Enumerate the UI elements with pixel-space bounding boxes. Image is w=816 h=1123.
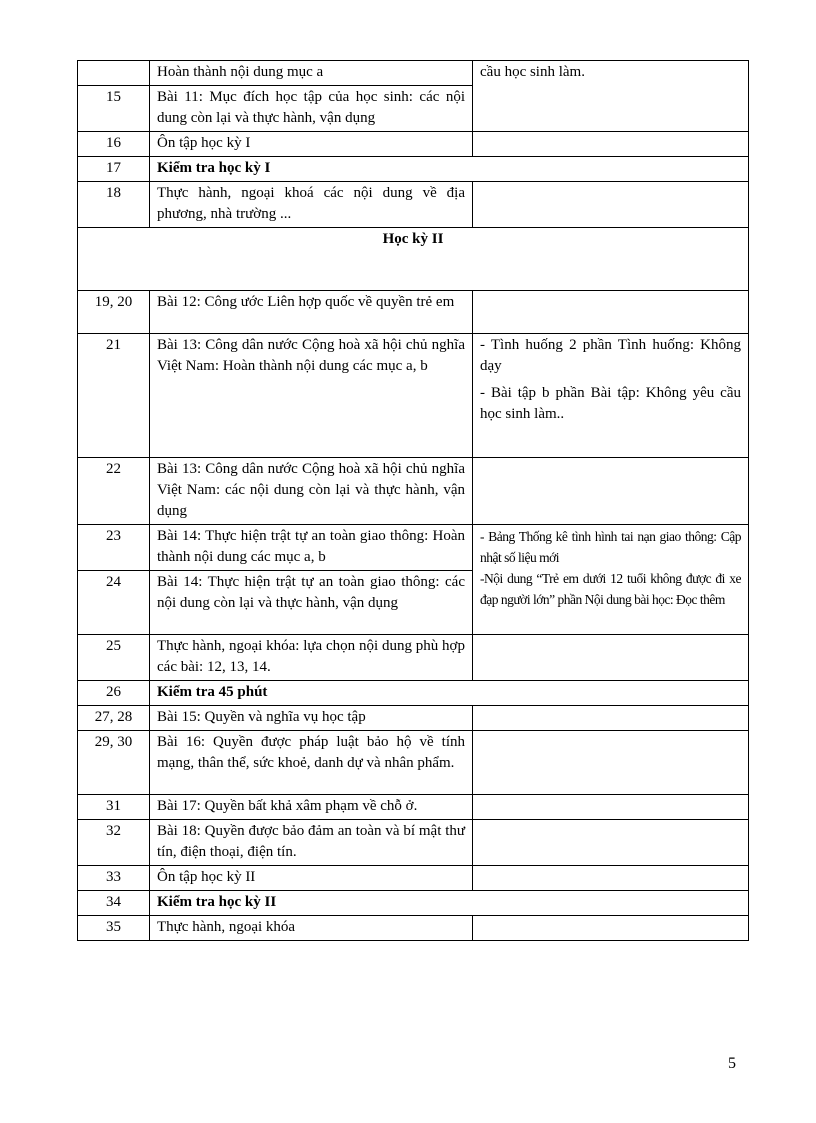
lesson-note — [473, 132, 749, 157]
table-row — [78, 334, 749, 458]
note-item: - Bài tập b phần Bài tập: Không yêu cầu học sinh làm.. — [480, 385, 741, 422]
lesson-content: Hoàn thành nội dung mục a — [150, 61, 473, 86]
lesson-content: Bài 13: Công dân nước Cộng hoà xã hội chủ nghĩa Việt Nam: Hoàn thành nội dung các mục a, b — [150, 334, 473, 458]
lesson-note — [473, 334, 749, 458]
lesson-number: 15 — [78, 86, 150, 132]
table-row — [78, 866, 749, 891]
page-number: 5 — [728, 1055, 736, 1072]
lesson-content: Bài 18: Quyền được bảo đảm an toàn và bí mật thư tín, điện thoại, điện tín. — [150, 820, 473, 866]
table-row — [78, 525, 749, 571]
table-row — [78, 795, 749, 820]
lesson-note — [473, 820, 749, 866]
table-row — [78, 681, 749, 706]
lesson-note — [473, 458, 749, 525]
lesson-note — [473, 795, 749, 820]
note-item: - Tình huống 2 phần Tình huống: Không dạy — [480, 337, 741, 374]
lesson-content: Thực hành, ngoại khóa: lựa chọn nội dung phù hợp các bài: 12, 13, 14. — [150, 635, 473, 681]
lesson-content: Bài 12: Công ước Liên hợp quốc về quyền trẻ em — [150, 291, 473, 334]
lesson-content: Thực hành, ngoại khoá các nội dung về địa phương, nhà trường ... — [150, 182, 473, 228]
lesson-content: Bài 13: Công dân nước Cộng hoà xã hội chủ nghĩa Việt Nam: các nội dung còn lại và thực hành, vận dụng — [150, 458, 473, 525]
lesson-note — [473, 916, 749, 941]
lesson-number: 17 — [78, 157, 150, 182]
lesson-number: 24 — [78, 571, 150, 635]
note-item: -Nội dung “Trẻ em dưới 12 tuổi không được đi xe đạp người lớn” phần Nội dung bài học: Đọc thêm — [480, 571, 741, 607]
lesson-note — [473, 866, 749, 891]
table-row — [78, 132, 749, 157]
lesson-number: 22 — [78, 458, 150, 525]
lesson-content: Bài 14: Thực hiện trật tự an toàn giao thông: các nội dung còn lại và thực hành, vận dụng — [150, 571, 473, 635]
table-row — [78, 291, 749, 334]
lesson-number: 29, 30 — [78, 731, 150, 795]
lesson-number: 32 — [78, 820, 150, 866]
exam-title: Kiểm tra học kỳ I — [150, 157, 749, 182]
lesson-number: 23 — [78, 525, 150, 571]
lesson-number: 18 — [78, 182, 150, 228]
lesson-number: 16 — [78, 132, 150, 157]
lesson-content: Ôn tập học kỳ II — [150, 866, 473, 891]
lesson-note — [473, 731, 749, 795]
lesson-number: 25 — [78, 635, 150, 681]
semester-row — [78, 228, 749, 291]
table-row — [78, 731, 749, 795]
lesson-note — [473, 706, 749, 731]
lesson-content: Thực hành, ngoại khóa — [150, 916, 473, 941]
table-row — [78, 916, 749, 941]
lesson-note: cầu học sinh làm. — [473, 61, 749, 132]
lesson-number: 27, 28 — [78, 706, 150, 731]
lesson-content: Bài 17: Quyền bất khả xâm phạm về chỗ ở. — [150, 795, 473, 820]
table-row — [78, 820, 749, 866]
lesson-note — [473, 525, 749, 635]
lesson-number: 26 — [78, 681, 150, 706]
lesson-plan-table — [77, 60, 749, 941]
table-row — [78, 458, 749, 525]
exam-title: Kiểm tra 45 phút — [150, 681, 749, 706]
lesson-note — [473, 291, 749, 334]
lesson-number: 31 — [78, 795, 150, 820]
table-row — [78, 706, 749, 731]
lesson-number: 34 — [78, 891, 150, 916]
lesson-note — [473, 635, 749, 681]
semester-heading: Học kỳ II — [78, 228, 749, 291]
note-item: - Bảng Thống kê tình hình tai nạn giao thông: Cập nhật số liệu mới — [480, 529, 741, 565]
lesson-number: 33 — [78, 866, 150, 891]
lesson-note — [473, 182, 749, 228]
lesson-content: Bài 16: Quyền được pháp luật bảo hộ về tính mạng, thân thể, sức khoẻ, danh dự và nhân phẩm. — [150, 731, 473, 795]
lesson-number — [78, 61, 150, 86]
table-row — [78, 157, 749, 182]
lesson-content: Bài 11: Mục đích học tập của học sinh: các nội dung còn lại và thực hành, vận dụng — [150, 86, 473, 132]
lesson-number: 19, 20 — [78, 291, 150, 334]
lesson-content: Bài 15: Quyền và nghĩa vụ học tập — [150, 706, 473, 731]
exam-title: Kiểm tra học kỳ II — [150, 891, 749, 916]
lesson-number: 35 — [78, 916, 150, 941]
lesson-content: Ôn tập học kỳ I — [150, 132, 473, 157]
table-row — [78, 182, 749, 228]
table-row — [78, 891, 749, 916]
table-row — [78, 61, 749, 86]
lesson-number: 21 — [78, 334, 150, 458]
lesson-content: Bài 14: Thực hiện trật tự an toàn giao thông: Hoàn thành nội dung các mục a, b — [150, 525, 473, 571]
table-row — [78, 635, 749, 681]
